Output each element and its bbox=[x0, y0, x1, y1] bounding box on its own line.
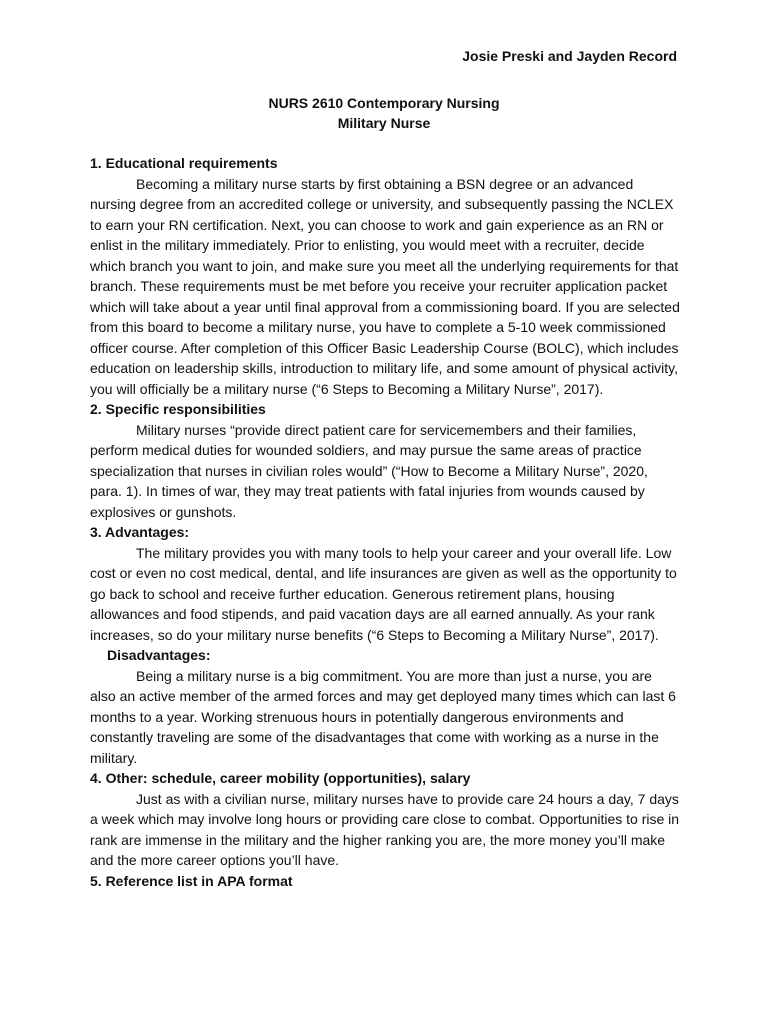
course-title: NURS 2610 Contemporary Nursing bbox=[268, 95, 500, 111]
document-body bbox=[90, 153, 680, 891]
section-heading-disadvantages: Disadvantages: bbox=[107, 647, 211, 663]
document-title bbox=[0, 93, 768, 133]
topic-title: Military Nurse bbox=[337, 115, 431, 131]
section-heading-other: 4. Other: schedule, career mobility (opportunities), salary bbox=[90, 770, 471, 786]
section-body-advantages: The military provides you with many tools to help your career and your overall life. Low cost or even no cost medical, dental, and life insurances are given as well as the opportunity to go back to school and receive further education. Generous retirement plans, housing allowances and food stipends, and paid vacation days are all earned annually. As your rank increases, so do your military nurse benefits (“6 Steps to Becoming a Military Nurse”, 2017). bbox=[90, 544, 677, 643]
section-heading-references: 5. Reference list in APA format bbox=[90, 872, 293, 889]
section-heading-advantages: 3. Advantages: bbox=[90, 524, 190, 540]
section-body-other: Just as with a civilian nurse, military nurses have to provide care 24 hours a day, 7 days a week which may involve long hours or providing care close to combat. Opportunities to rise in rank are immense in the military and the higher ranking you are, the more money you’ll make and the more career options you’ll have. bbox=[90, 790, 680, 868]
section-heading-educational-requirements: 1. Educational requirements bbox=[90, 155, 278, 171]
section-body-disadvantages: Being a military nurse is a big commitment. You are more than just a nurse, you are also an active member of the armed forces and may get deployed many times which can last 6 months to a year. Working strenuous hours in potentially dangerous environments and constantly traveling are some of the disadvantages that come with working as a nurse in the military. bbox=[90, 667, 676, 766]
section-heading-specific-responsibilities: 2. Specific responsibilities bbox=[90, 401, 266, 417]
section-body-specific-responsibilities: Military nurses “provide direct patient care for servicemembers and their families, perform medical duties for wounded soldiers, and may pursue the same areas of practice specialization that nurses in civilian roles would” (“How to Become a Military Nurse”, 2020, para. 1). In times of war, they may treat patients with fatal injuries from wounds caused by explosives or gunshots. bbox=[90, 421, 648, 520]
author-names: Josie Preski and Jayden Record bbox=[462, 48, 677, 64]
section-body-educational-requirements: Becoming a military nurse starts by first obtaining a BSN degree or an advanced nursing degree from an accredited college or university, and subsequently passing the NCLEX to earn your RN certification. Next, you can choose to work and gain experience as an RN or enlist in the military immediately. Prior to enlisting, you would meet with a recruiter, decide which branch you want to join, and make sure you meet all the underlying requirements for that branch. These requirements must be met before you receive your recruiter application packet which will take about a year until final approval from a commissioning board. If you are selected from this board to become a military nurse, you have to complete a 5-10 week commissioned officer course. After completion of this Officer Basic Leadership Course (BOLC), which includes education on leadership skills, introduction to military life, and some amount of physical activity, you will officially be a military nurse (“6 Steps to Becoming a Military Nurse”, 2017). bbox=[90, 175, 680, 397]
